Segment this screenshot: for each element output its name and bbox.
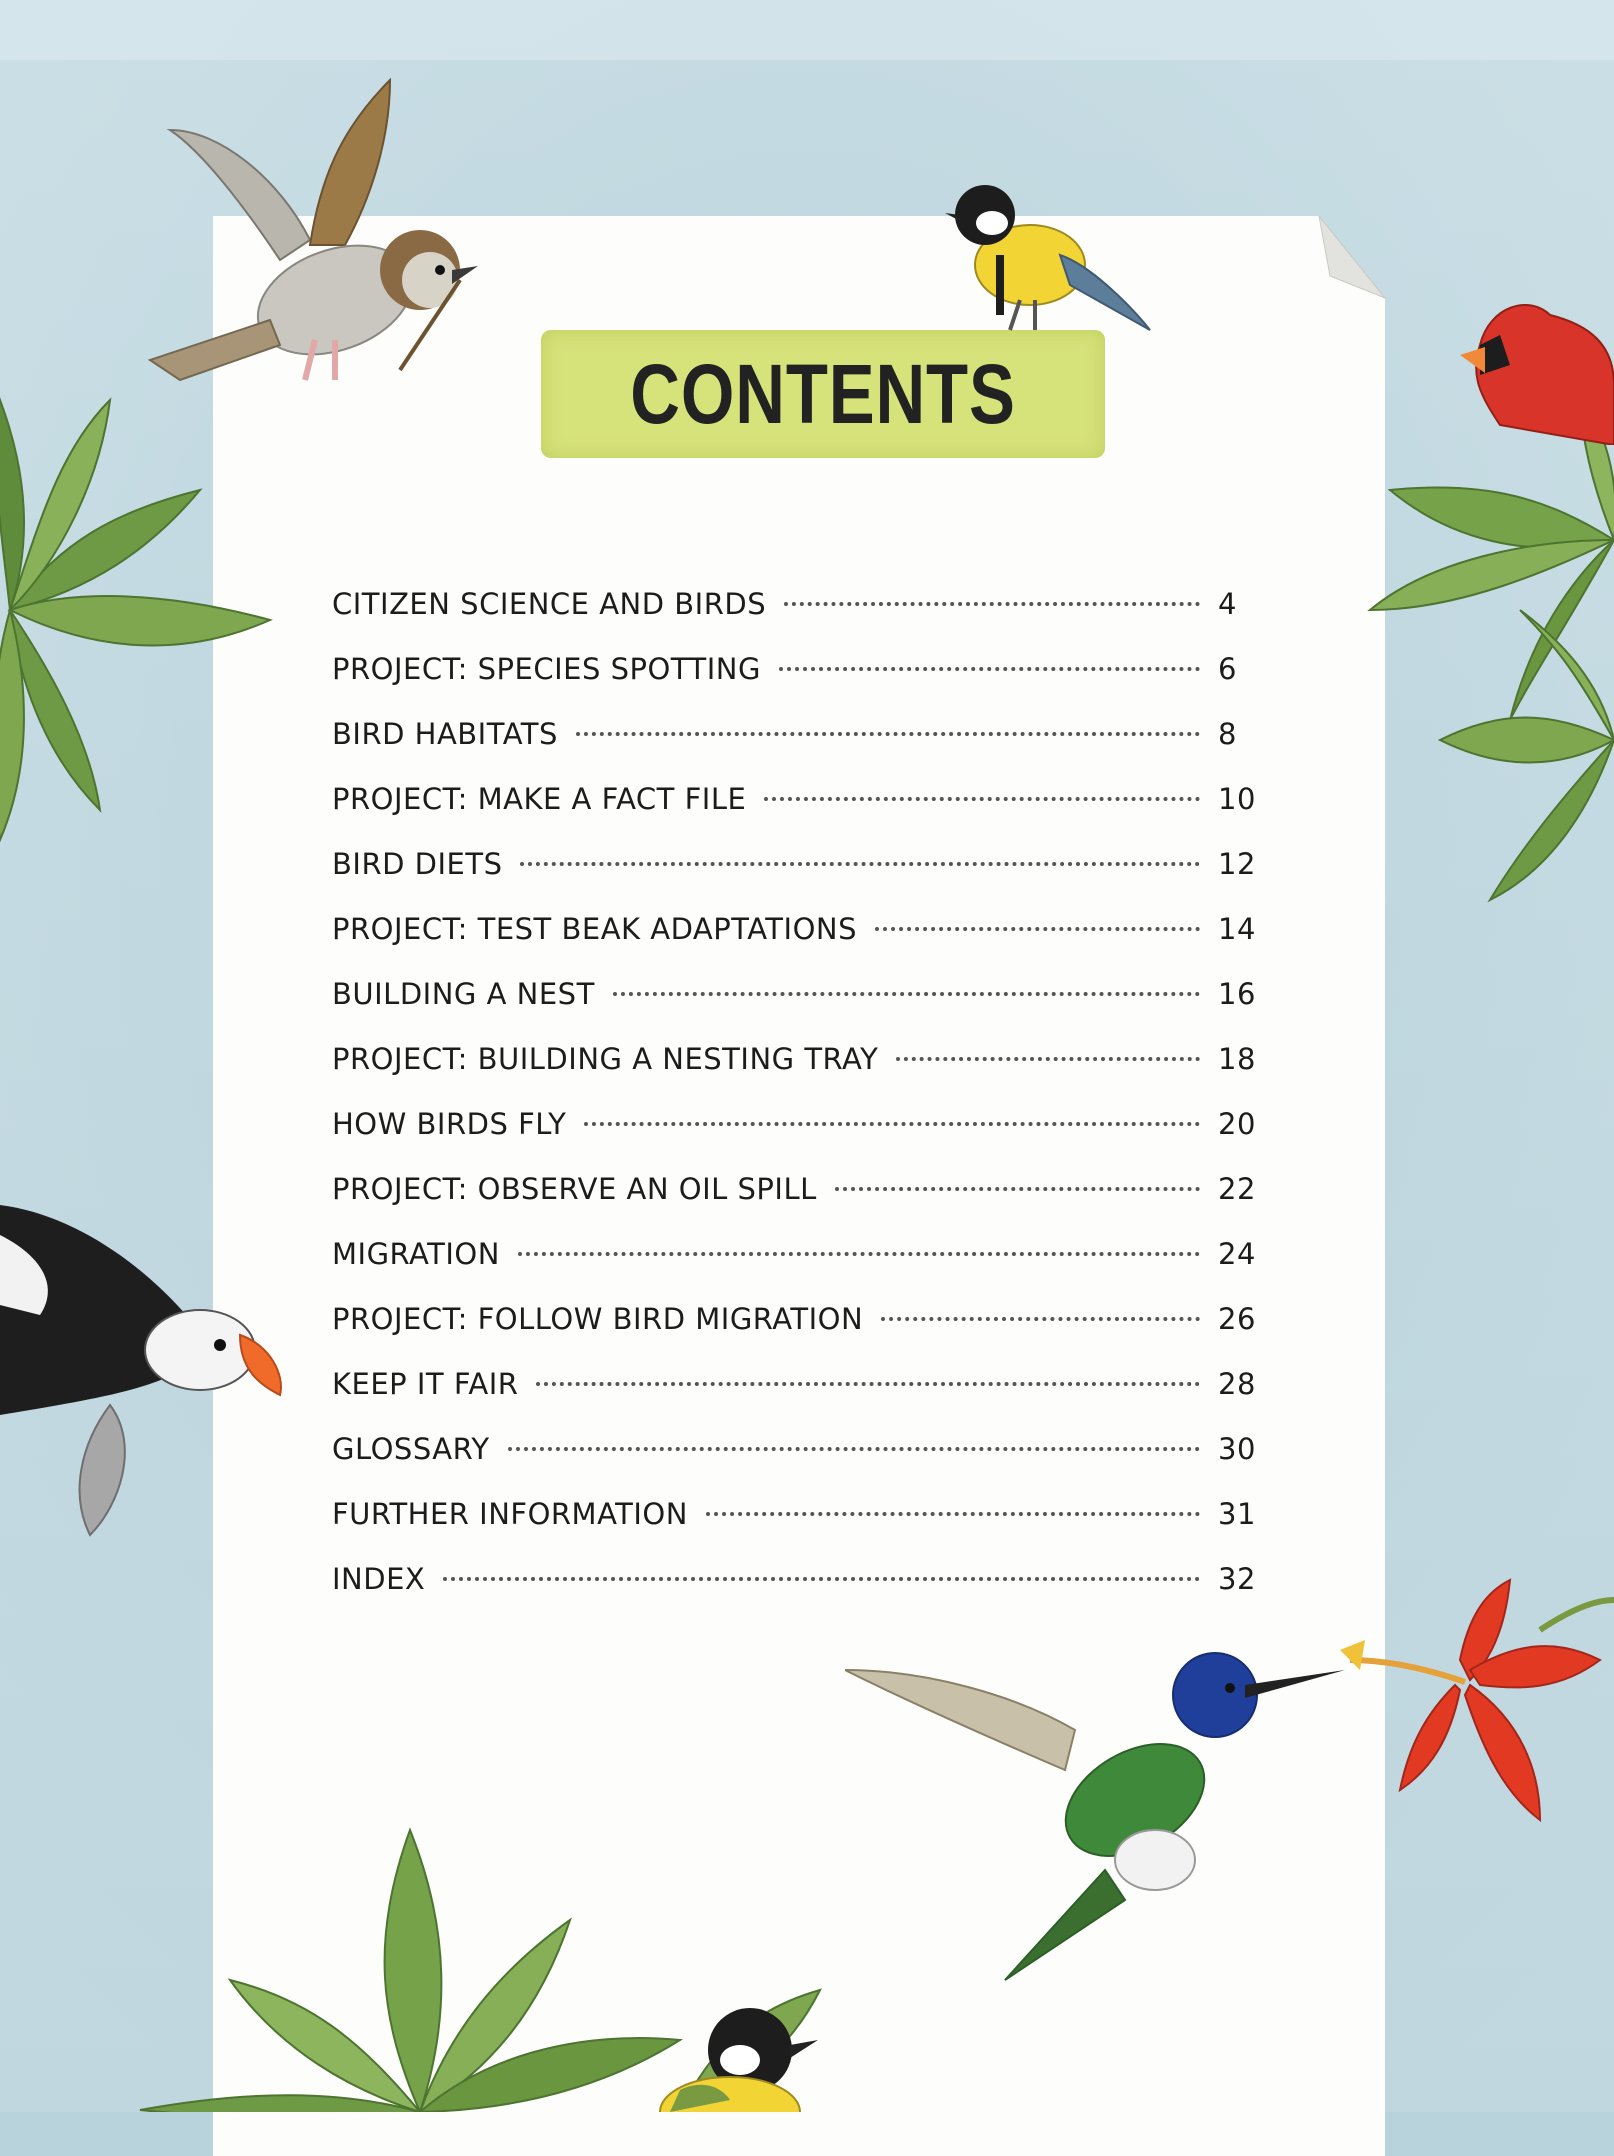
toc-entry-title: PROJECT: MAKE A FACT FILE [332, 782, 747, 816]
toc-entry [332, 1421, 1266, 1486]
toc-entry-title: PROJECT: OBSERVE AN OIL SPILL [332, 1172, 817, 1206]
toc-leader-dots [706, 1512, 1200, 1516]
toc-entry [332, 1031, 1266, 1096]
toc-entry [332, 706, 1266, 771]
toc-entry-page: 28 [1218, 1367, 1256, 1401]
toc-entry-title: BIRD DIETS [332, 847, 503, 881]
toc-entry-page: 14 [1218, 912, 1256, 946]
toc-entry-page: 20 [1218, 1107, 1256, 1141]
toc-entry-page: 26 [1218, 1302, 1256, 1336]
toc-entry [332, 1291, 1266, 1356]
contents-list [332, 576, 1266, 1616]
toc-entry-page: 30 [1218, 1432, 1256, 1466]
toc-entry-title: HOW BIRDS FLY [332, 1107, 567, 1141]
toc-leader-dots [520, 862, 1200, 866]
toc-entry-page: 32 [1218, 1562, 1256, 1596]
toc-entry-title: BUILDING A NEST [332, 977, 595, 1011]
leaf-cluster-icon [0, 340, 300, 900]
sparrow-icon [140, 70, 500, 420]
hummingbird-icon [845, 1600, 1345, 1990]
toc-leader-dots [584, 1122, 1200, 1126]
toc-entry-title: PROJECT: TEST BEAK ADAPTATIONS [332, 912, 858, 946]
red-flower-icon [1340, 1570, 1614, 1870]
page-title: CONTENTS [630, 347, 1016, 441]
toc-leader-dots [896, 1057, 1200, 1061]
toc-leader-dots [518, 1252, 1200, 1256]
toc-entry-title: PROJECT: BUILDING A NESTING TRAY [332, 1042, 879, 1076]
toc-entry-page: 16 [1218, 977, 1256, 1011]
toc-entry-page: 18 [1218, 1042, 1256, 1076]
toc-entry-page: 22 [1218, 1172, 1256, 1206]
leaf-cluster-icon [1330, 380, 1614, 920]
page-curl-icon [1300, 216, 1390, 306]
toc-leader-dots [835, 1187, 1200, 1191]
toc-leader-dots [779, 667, 1200, 671]
toc-entry [332, 576, 1266, 641]
toc-entry-title: PROJECT: FOLLOW BIRD MIGRATION [332, 1302, 864, 1336]
toc-entry-title: INDEX [332, 1562, 426, 1596]
toc-entry-page: 12 [1218, 847, 1256, 881]
toc-entry [332, 1486, 1266, 1551]
toc-leader-dots [613, 992, 1200, 996]
great-tit-icon [940, 175, 1160, 335]
toc-entry [332, 966, 1266, 1031]
toc-entry-title: GLOSSARY [332, 1432, 490, 1466]
toc-leader-dots [875, 927, 1200, 931]
cardinal-icon [1440, 285, 1614, 445]
toc-entry-page: 4 [1218, 587, 1237, 621]
toc-entry-page: 10 [1218, 782, 1256, 816]
toc-leader-dots [784, 602, 1200, 606]
great-tit-icon [640, 2000, 820, 2112]
toc-entry-page: 8 [1218, 717, 1237, 751]
toc-entry-title: PROJECT: SPECIES SPOTTING [332, 652, 761, 686]
toc-leader-dots [508, 1447, 1200, 1451]
toc-leader-dots [764, 797, 1200, 801]
toc-entry-title: BIRD HABITATS [332, 717, 558, 751]
toc-leader-dots [536, 1382, 1200, 1386]
puffin-icon [0, 1195, 290, 1545]
toc-entry [332, 1096, 1266, 1161]
toc-leader-dots [443, 1577, 1200, 1581]
toc-entry [332, 1356, 1266, 1421]
toc-entry-page: 31 [1218, 1497, 1256, 1531]
toc-entry-title: KEEP IT FAIR [332, 1367, 519, 1401]
toc-leader-dots [881, 1317, 1200, 1321]
toc-entry [332, 1161, 1266, 1226]
toc-entry-title: MIGRATION [332, 1237, 500, 1271]
toc-entry-page: 24 [1218, 1237, 1256, 1271]
toc-entry-page: 6 [1218, 652, 1237, 686]
toc-entry [332, 901, 1266, 966]
toc-leader-dots [576, 732, 1200, 736]
toc-entry [332, 771, 1266, 836]
toc-entry [332, 1226, 1266, 1291]
toc-entry [332, 836, 1266, 901]
toc-entry [332, 641, 1266, 706]
toc-entry-title: FURTHER INFORMATION [332, 1497, 688, 1531]
toc-entry-title: CITIZEN SCIENCE AND BIRDS [332, 587, 767, 621]
